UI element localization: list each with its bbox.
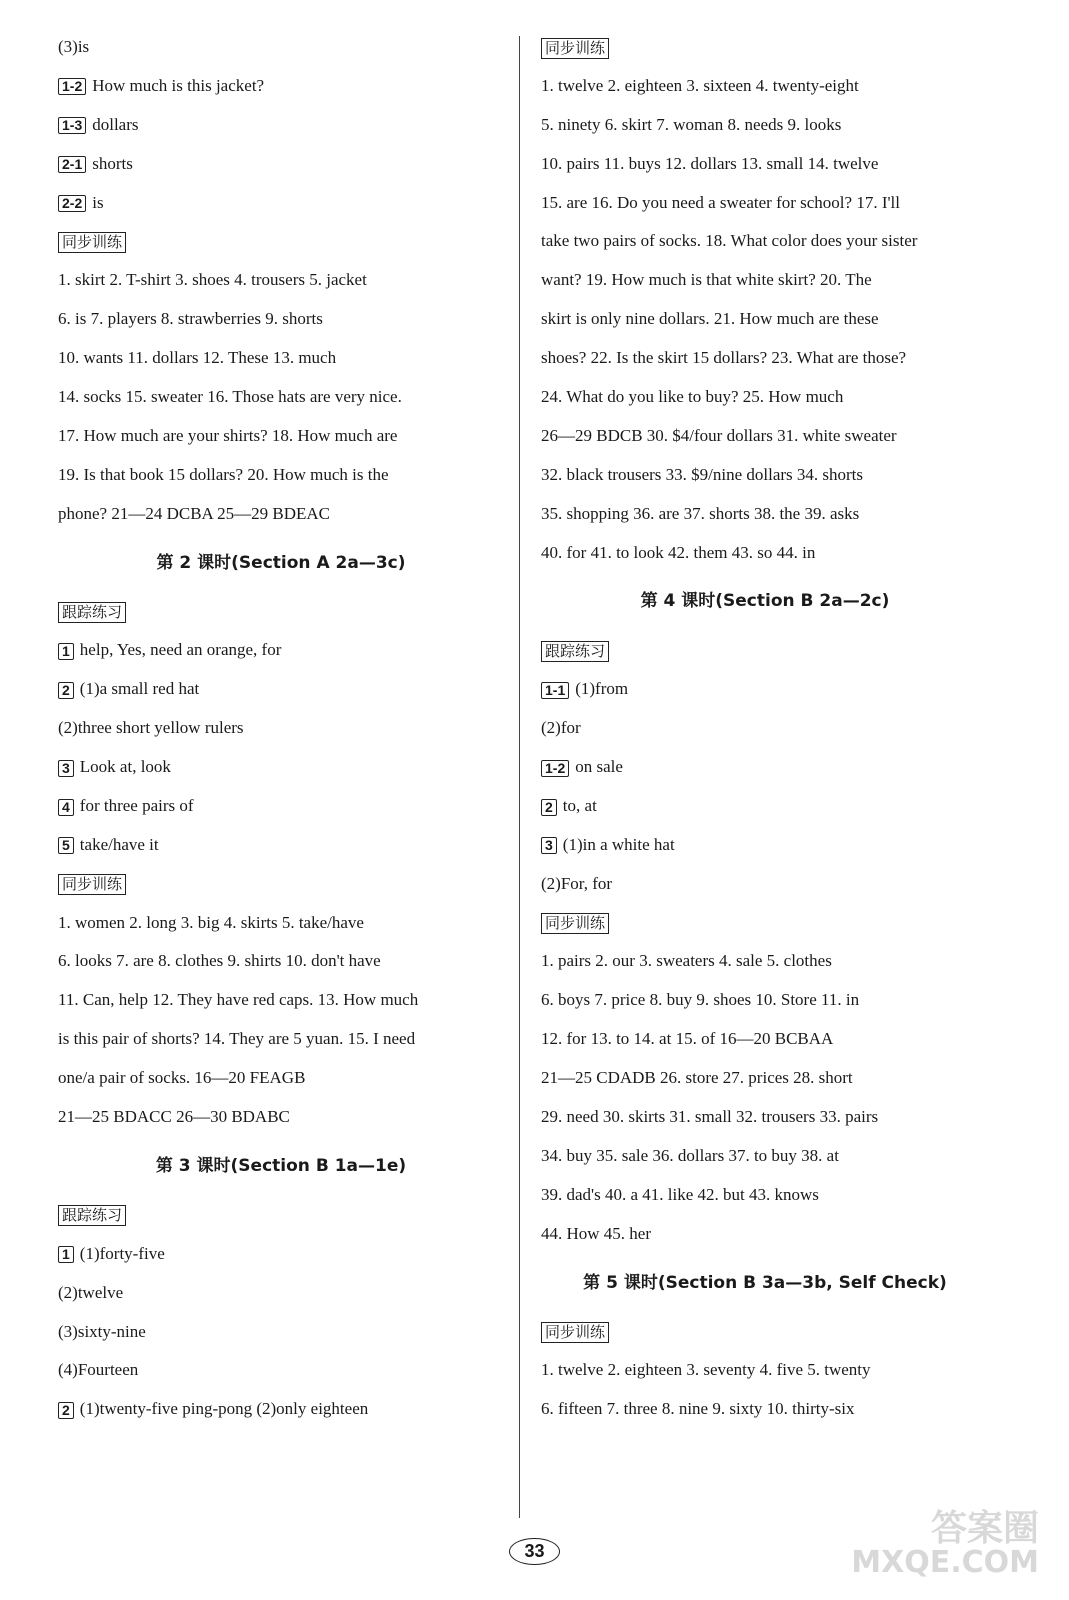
exercise-label-badge: 同步训练	[541, 38, 609, 59]
answer-line: 1. pairs 2. our 3. sweaters 4. sale 5. clothes	[541, 951, 832, 971]
exercise-label-badge: 跟踪练习	[58, 1205, 126, 1226]
answer-line: 39. dad's 40. a 41. like 42. but 43. knows	[541, 1184, 819, 1204]
answer-item	[541, 826, 989, 865]
answer-line: 24. What do you like to buy? 25. How much	[541, 387, 844, 407]
answer-item	[58, 145, 504, 184]
column-divider	[519, 36, 520, 1518]
answer-item	[58, 184, 504, 223]
answer-text: on sale	[575, 757, 623, 777]
answer-text: (1)from	[575, 679, 629, 699]
answer-text: shorts	[92, 153, 133, 173]
answer-line: take two pairs of socks. 18. What color does your sister	[541, 231, 918, 251]
question-number-box: 5	[58, 837, 74, 854]
answer-text: Look at, look	[79, 757, 171, 777]
exercise-label-row	[58, 222, 504, 261]
answer-text: (1)forty-five	[79, 1243, 165, 1263]
question-number-box: 2-2	[58, 195, 86, 212]
answer-item	[58, 826, 504, 865]
answer-line: 29. need 30. skirts 31. small 32. trousers 33. pairs	[541, 1107, 879, 1127]
exercise-label-row	[541, 631, 989, 670]
question-number-box: 1-1	[541, 682, 569, 699]
answer-line: 19. Is that book 15 dollars? 20. How much is the	[58, 464, 389, 484]
answer-line: 5. ninety 6. skirt 7. woman 8. needs 9. looks	[541, 114, 842, 134]
answer-line: 26—29 BDCB 30. $4/four dollars 31. white sweater	[541, 425, 897, 445]
answer-line: 6. is 7. players 8. strawberries 9. shorts	[58, 309, 323, 329]
answer-text: (1)in a white hat	[562, 834, 675, 854]
answer-line: 35. shopping 36. are 37. shorts 38. the 39. asks	[541, 503, 860, 523]
answer-item	[58, 748, 504, 787]
exercise-label-badge: 同步训练	[541, 913, 609, 934]
watermark-line2: MXQE.COM	[851, 1545, 1039, 1580]
answer-line: 11. Can, help 12. They have red caps. 13. How much	[58, 990, 419, 1010]
section-heading: 第 2 课时(Section A 2a—3c)	[156, 552, 406, 573]
answer-item	[58, 1235, 504, 1274]
answer-text: is	[92, 192, 104, 212]
answer-item	[541, 670, 989, 709]
exercise-label-row	[58, 592, 504, 631]
answer-text: (1)a small red hat	[79, 679, 200, 699]
answer-line: (2)for	[541, 718, 581, 738]
answer-item	[58, 1390, 504, 1429]
exercise-label-badge: 同步训练	[541, 1322, 609, 1343]
answer-text: How much is this jacket?	[92, 75, 265, 95]
answer-line: 21—25 BDACC 26—30 BDABC	[58, 1107, 290, 1127]
answer-line: 15. are 16. Do you need a sweater for school? 17. I'll	[541, 192, 901, 212]
page-number: 33	[509, 1538, 559, 1565]
answer-item	[541, 748, 989, 787]
exercise-label-row	[541, 1313, 989, 1352]
exercise-label-row	[58, 865, 504, 904]
answer-line: 1. women 2. long 3. big 4. skirts 5. take/have	[58, 912, 364, 932]
answer-line: skirt is only nine dollars. 21. How much are these	[541, 309, 879, 329]
answer-line: 40. for 41. to look 42. them 43. so 44. in	[541, 542, 816, 562]
section-heading: 第 3 课时(Section B 1a—1e)	[155, 1155, 407, 1176]
question-number-box: 1-2	[541, 760, 569, 777]
answer-text: dollars	[92, 114, 139, 134]
answer-line: (4)Fourteen	[58, 1360, 139, 1380]
question-number-box: 1	[58, 643, 74, 660]
question-number-box: 1-2	[58, 78, 86, 95]
answer-line: one/a pair of socks. 16—20 FEAGB	[58, 1068, 306, 1088]
answer-line: 1. twelve 2. eighteen 3. seventy 4. five 5. twenty	[541, 1360, 871, 1380]
exercise-label-badge: 跟踪练习	[58, 602, 126, 623]
exercise-label-row	[541, 904, 989, 943]
answer-line: 17. How much are your shirts? 18. How much are	[58, 425, 398, 445]
answer-line: (3)is	[58, 37, 90, 56]
answer-line: 44. How 45. her	[541, 1223, 652, 1243]
answer-line: 6. looks 7. are 8. clothes 9. shirts 10. don't have	[58, 951, 381, 971]
question-number-box: 2	[58, 682, 74, 699]
answer-line: 1. skirt 2. T-shirt 3. shoes 4. trousers 5. jacket	[58, 270, 367, 290]
answer-line: 34. buy 35. sale 36. dollars 37. to buy 38. at	[541, 1145, 839, 1165]
question-number-box: 2	[541, 799, 557, 816]
answer-line: 6. boys 7. price 8. buy 9. shoes 10. Store 11. in	[541, 990, 860, 1010]
section-heading: 第 4 课时(Section B 2a—2c)	[640, 591, 890, 612]
question-number-box: 4	[58, 799, 74, 816]
answer-item	[541, 787, 989, 826]
answer-text: for three pairs of	[79, 795, 194, 815]
answer-line: want? 19. How much is that white skirt? 20. The	[541, 270, 872, 290]
question-number-box: 3	[58, 760, 74, 777]
exercise-label-row	[541, 28, 989, 67]
answer-text: help, Yes, need an orange, for	[79, 640, 282, 660]
exercise-label-row	[58, 1196, 504, 1235]
answer-text: (1)twenty-five ping-pong (2)only eighteen	[79, 1399, 369, 1419]
question-number-box: 2-1	[58, 156, 86, 173]
answer-line: shoes? 22. Is the skirt 15 dollars? 23. What are those?	[541, 348, 907, 368]
answer-item	[58, 67, 504, 106]
question-number-box: 1-3	[58, 117, 86, 134]
answer-line: 21—25 CDADB 26. store 27. prices 28. short	[541, 1068, 853, 1088]
watermark-line1: 答案圈	[930, 1508, 1039, 1549]
answer-line: 6. fifteen 7. three 8. nine 9. sixty 10. thirty-six	[541, 1399, 855, 1419]
answer-line: (3)sixty-nine	[58, 1321, 146, 1341]
section-heading: 第 5 课时(Section B 3a—3b, Self Check)	[583, 1272, 947, 1293]
answer-line: 12. for 13. to 14. at 15. of 16—20 BCBAA	[541, 1029, 834, 1049]
answer-item	[58, 670, 504, 709]
answer-line: 10. pairs 11. buys 12. dollars 13. small 14. twelve	[541, 153, 879, 173]
answer-line: (2)For, for	[541, 873, 613, 893]
exercise-label-badge: 同步训练	[58, 232, 126, 253]
answer-line: 1. twelve 2. eighteen 3. sixteen 4. twenty-eight	[541, 75, 859, 95]
right-column	[541, 28, 989, 1429]
answer-line: 10. wants 11. dollars 12. These 13. much	[58, 348, 337, 368]
answer-line: 32. black trousers 33. $9/nine dollars 34. shorts	[541, 464, 864, 484]
answer-line: (2)twelve	[58, 1282, 124, 1302]
answer-line: 14. socks 15. sweater 16. Those hats are very nice.	[58, 387, 402, 407]
exercise-label-badge: 跟踪练习	[541, 641, 609, 662]
answer-item	[58, 787, 504, 826]
answer-text: to, at	[562, 795, 597, 815]
answer-item	[58, 106, 504, 145]
question-number-box: 1	[58, 1246, 74, 1263]
watermark-logo	[851, 1508, 1039, 1580]
exercise-label-badge: 同步训练	[58, 874, 126, 895]
answer-line: phone? 21—24 DCBA 25—29 BDEAC	[58, 503, 330, 523]
question-number-box: 2	[58, 1402, 74, 1419]
answer-item	[58, 631, 504, 670]
answer-line: is this pair of shorts? 14. They are 5 yuan. 15. I need	[58, 1029, 416, 1049]
answer-line: (2)three short yellow rulers	[58, 718, 244, 738]
left-column	[58, 28, 504, 1429]
answer-text: take/have it	[79, 834, 159, 854]
question-number-box: 3	[541, 837, 557, 854]
